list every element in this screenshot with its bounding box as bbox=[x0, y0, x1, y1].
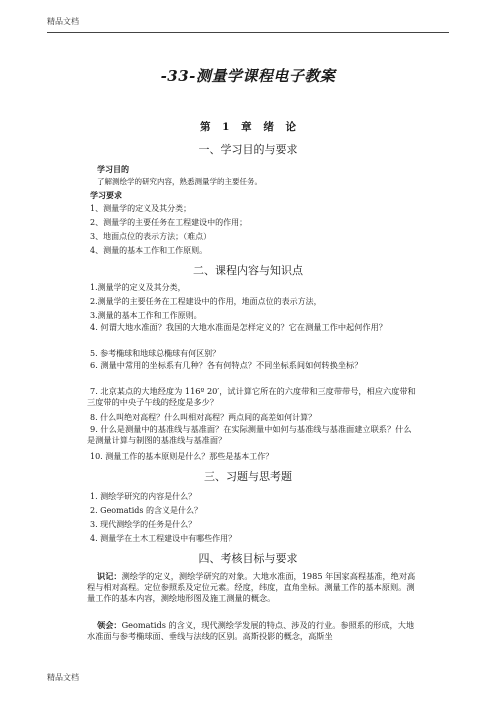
section-heading-4: 四、考核目标与要求 bbox=[198, 552, 298, 565]
exercise-item: 1. 测绘学研究的内容是什么？ bbox=[90, 492, 197, 501]
purpose-heading: 学习目的 bbox=[97, 164, 129, 174]
requirements-heading: 学习要求 bbox=[90, 190, 122, 200]
section-heading-3: 三、习题与思考题 bbox=[204, 470, 292, 483]
exercise-item: 4. 测量学在土木工程建设中有哪些作用？ bbox=[90, 534, 237, 543]
understanding-label: 领会： bbox=[97, 620, 122, 630]
document-title: -33-测量学课程电子教案 bbox=[160, 67, 336, 85]
knowledge-text: 测绘学的定义，测绘学研究的对象。大地水准面，1985 年国家高程基准，绝对高程与相对高程。定位参照系及定位元素。经度，纬度，直角坐标。测量工作的基本原则。测量工作的基本内容，测绘地形图及施工测量的概念。 bbox=[87, 571, 416, 603]
purpose-text: 了解测绘学的研究内容，熟悉测量学的主要任务。 bbox=[97, 177, 262, 186]
content-item: 1.测量学的定义及其分类， bbox=[90, 283, 186, 292]
exercise-item: 2. Geomatids 的含义是什么？ bbox=[90, 506, 203, 515]
section-heading-2: 二、课程内容与知识点 bbox=[193, 264, 303, 277]
content-item: 10. 测量工作的基本原则是什么？那些是基本工作？ bbox=[90, 452, 274, 461]
requirement-item: 4、测量的基本工作和工作原则。 bbox=[90, 246, 208, 255]
understanding-text: Geomatids 的含义，现代测绘学发展的特点、涉及的行业。参照系的形成，大地水准面与参考椭球面、垂线与法线的区别。高斯投影的概念，高斯坐 bbox=[87, 620, 415, 641]
content-item: 9. 什么是测量中的基准线与基准面？在实际测量中如何与基准线与基准面建立联系？什么是测量计算与制图的基准线与基准面？ bbox=[87, 424, 412, 445]
section-heading-1: 一、学习目的与要求 bbox=[198, 143, 298, 156]
requirement-item: 2、测量学的主要任务在工程建设中的作用； bbox=[90, 218, 248, 227]
chapter-name-part1: 绪 bbox=[263, 121, 274, 133]
requirement-item: 1、测量学的定义及其分类； bbox=[90, 204, 192, 213]
content-item: 5. 参考椭球和地球总椭球有何区别？ bbox=[90, 349, 221, 358]
content-item: 4. 何谓大地水准面？我国的大地水准面是怎样定义的？它在测量工作中起何作用？ bbox=[90, 322, 387, 332]
knowledge-paragraph bbox=[87, 571, 420, 604]
content-item: 7. 北京某点的大地经度为 116º 20′，试计算它所在的六度带和三度带带号，相应六度带和三度带的中央子午线的经度是多少？ bbox=[87, 386, 416, 407]
chapter-heading bbox=[0, 119, 496, 134]
footer-watermark: 精品文档 bbox=[47, 673, 79, 682]
content-item: 8. 什么叫绝对高程？什么叫相对高程？两点间的高差如何计算？ bbox=[90, 413, 317, 422]
understanding-paragraph bbox=[87, 620, 420, 642]
content-item: 2.测量学的主要任务在工程建设中的作用，地面点位的表示方法， bbox=[90, 297, 322, 306]
chapter-name-part2: 论 bbox=[285, 121, 296, 133]
header-rule bbox=[47, 32, 449, 33]
content-item: 6. 测量中常用的坐标系有几种？各有何特点？不同坐标系间如何转换坐标？ bbox=[90, 360, 363, 370]
requirement-item: 3、地面点位的表示方法；（难点） bbox=[90, 232, 212, 241]
knowledge-label: 识记： bbox=[97, 571, 122, 581]
exercise-item: 3. 现代测绘学的任务是什么？ bbox=[90, 520, 197, 529]
content-item: 3.测量的基本工作和工作原则。 bbox=[90, 311, 202, 320]
chapter-label: 第 1 章 bbox=[200, 121, 252, 133]
header-watermark: 精品文档 bbox=[47, 17, 79, 26]
